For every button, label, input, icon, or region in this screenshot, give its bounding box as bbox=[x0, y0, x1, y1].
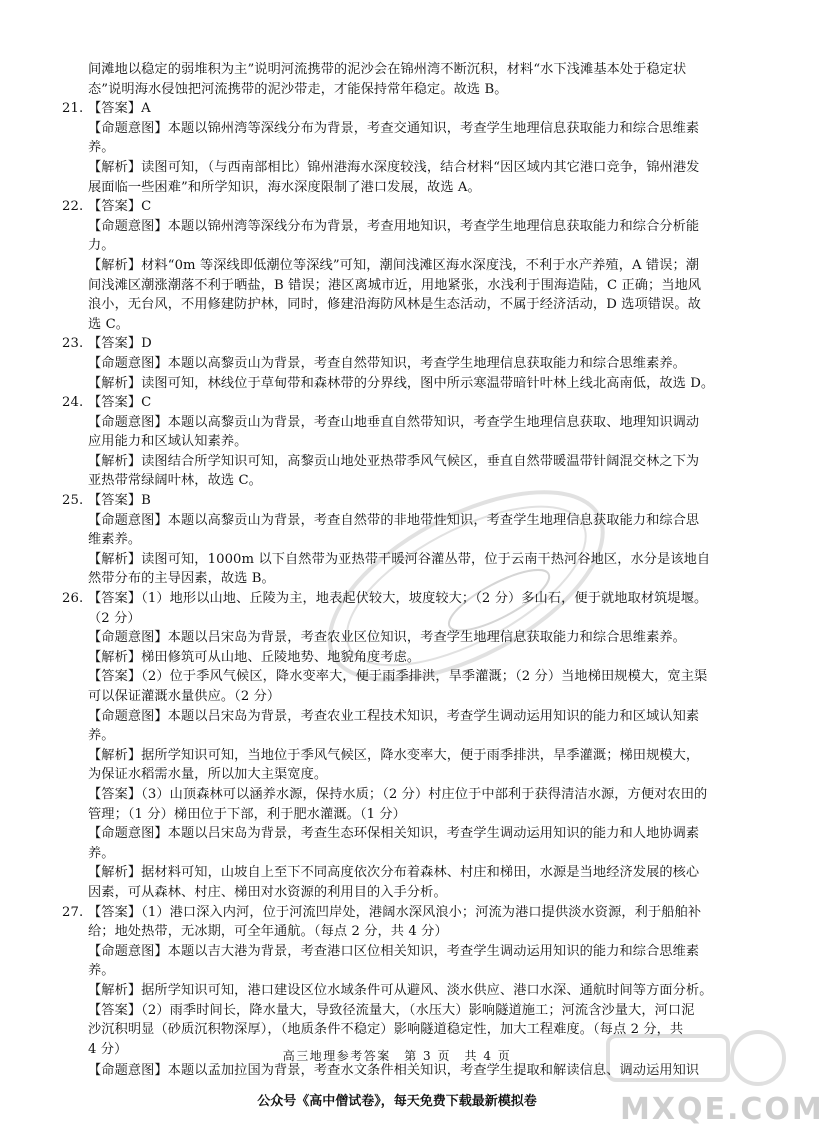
intent-line: 养。 bbox=[88, 963, 115, 979]
analysis-line: 亚热带常绿阔叶林，故选 C。 bbox=[88, 473, 262, 489]
intent-line: 养。 bbox=[88, 728, 115, 744]
question-25 bbox=[62, 491, 740, 589]
intent-line: 【命题意图】本题以吉大港为背景，考查港口区位相关知识，考查学生调动运用知识的能力和综合思维素 bbox=[88, 943, 700, 959]
analysis-line: 浪小，无台风，不用修建防护林，同时，修建沿海防风林是生态活动，不属于经济活动，D 选项错误。故 bbox=[88, 297, 701, 313]
intent-line: 应用能力和区域认知素养。 bbox=[88, 434, 248, 450]
answer-line: 给；地处热带，无冰期，可全年通航。（每点 2 分，共 4 分） bbox=[88, 924, 448, 940]
analysis-line: 【解析】读图结合所学知识可知，高黎贡山地处亚热带季风气候区，垂直自然带暖温带针阔混交林之下为 bbox=[88, 453, 700, 469]
intent-line: 【命题意图】本题以孟加拉国为背景，考查水文条件相关知识，考查学生提取和解读信息、调动运用知识 bbox=[88, 1063, 700, 1079]
question-26 bbox=[62, 589, 740, 903]
answer-line: 【答案】A bbox=[88, 101, 151, 117]
analysis-line: 为保证水稻需水量，所以加大主渠宽度。 bbox=[88, 767, 328, 783]
analysis-line: 间浅滩区潮涨潮落不利于晒盐，B 错误；港区离城市近，用地紧张，水浅利于围海造陆，C 正确；当地风 bbox=[88, 277, 702, 293]
analysis-line: 【解析】梯田修筑可从山地、丘陵地势、地貌角度考虑。 bbox=[88, 649, 421, 665]
analysis-line: 【解析】材料“0m 等深线即低潮位等深线”可知，潮间浅滩区海水深度浅，不利于水产养殖，A 错误；潮 bbox=[88, 257, 700, 273]
question-number: 21. bbox=[62, 101, 84, 117]
answer-line: 4 分） bbox=[88, 1041, 128, 1057]
intent-line: 养。 bbox=[88, 845, 115, 861]
question-23 bbox=[62, 334, 740, 393]
analysis-line: 然带分布的主导因素，故选 B。 bbox=[88, 571, 275, 587]
analysis-line: 【解析】读图可知，林线位于草甸带和森林带的分界线，图中所示寒温带暗针叶林上线北高南低，故选 D。 bbox=[88, 375, 715, 391]
answer-line: 【答案】B bbox=[88, 493, 151, 509]
intent-line: 【命题意图】本题以高黎贡山为背景，考查自然带知识，考查学生地理信息获取能力和综合思维素养。 bbox=[88, 355, 686, 371]
intent-line: 【命题意图】本题以吕宋岛为背景，考查农业区位知识，考查学生地理信息获取能力和综合思维素养。 bbox=[88, 630, 686, 646]
analysis-line: 【解析】据所学知识可知，当地位于季风气候区，降水变率大，便于雨季排洪，旱季灌溉；梯田规模大， bbox=[88, 747, 700, 763]
answer-line: 【答案】（3）山顶森林可以涵养水源，保持水质；（2 分）村庄位于中部利于获得清洁水源，方便对农田的 bbox=[88, 786, 708, 802]
question-number: 25. bbox=[62, 493, 84, 509]
answer-line: 【答案】（1）地形以山地、丘陵为主，地表起伏较大，坡度较大；（2 分）多山石，便于就地取材筑堤堰。 bbox=[88, 591, 708, 607]
intent-line: 养。 bbox=[88, 140, 115, 156]
answer-line: 【答案】（2）位于季风气候区，降水变率大，便于雨季排洪，旱季灌溉；（2 分）当地梯田规模大，宽主渠 bbox=[88, 669, 708, 685]
question-number: 26. bbox=[62, 591, 84, 607]
intent-line: 【命题意图】本题以高黎贡山为背景，考查山地垂直自然带知识，考查学生地理信息获取、地理知识调动 bbox=[88, 414, 700, 430]
analysis-line: 【解析】据材料可知，山坡自上至下不同高度依次分布着森林、村庄和梯田，水源是当地经济发展的核心 bbox=[88, 865, 700, 881]
answer-line: 【答案】C bbox=[88, 395, 152, 411]
text-line: 间滩地以稳定的弱堆积为主”说明河流携带的泥沙会在锦州湾不断沉积，材料“水下浅滩基本处于稳定状 bbox=[88, 62, 687, 77]
question-number: 27. bbox=[62, 904, 84, 920]
answer-line: 【答案】（2）雨季时间长，降水量大，导致径流量大，（水压大）影响隧道施工；河流含沙量大，河口泥 bbox=[88, 1002, 695, 1018]
answer-line: 【答案】（1）港口深入内河，位于河流凹岸处，港阔水深风浪小；河流为港口提供淡水资源，利于船舶补 bbox=[88, 904, 702, 920]
question-22 bbox=[62, 197, 740, 334]
intent-line: 维素养。 bbox=[88, 532, 142, 548]
analysis-line: 展面临一些困难”和所学知识，海水深度限制了港口发展，故选 A。 bbox=[88, 179, 481, 195]
intent-line: 力。 bbox=[88, 238, 115, 254]
intent-line: 【命题意图】本题以吕宋岛为背景，考查生态环保相关知识，考查学生调动运用知识的能力和人地协调素 bbox=[88, 826, 700, 842]
bottom-note: 公众号《高中僧试卷》，每天免费下载最新模拟卷 bbox=[257, 1094, 537, 1109]
answer-line: 沙沉积明显（砂质沉积物深厚），（地质条件不稳定）影响隧道稳定性，加大工程难度。（每点 2 分，共 bbox=[88, 1022, 684, 1038]
page-footer: 高三地理参考答案 第 3 页 共 4 页 bbox=[282, 1049, 512, 1063]
answer-line: 【答案】D bbox=[88, 336, 152, 352]
intent-line: 【命题意图】本题以锦州湾等深线分布为背景，考查交通知识，考查学生地理信息获取能力和综合思维素 bbox=[88, 120, 700, 136]
question-24 bbox=[62, 393, 740, 491]
question-21 bbox=[62, 99, 740, 197]
answer-content bbox=[62, 60, 740, 1081]
answer-line: 可以保证灌溉水量供应。（2 分） bbox=[88, 689, 281, 704]
question-number: 22. bbox=[62, 199, 84, 215]
analysis-line: 【解析】据所学知识可知，港口建设区位水域条件可从避风、淡水供应、港口水深、通航时间等方面分析。 bbox=[88, 982, 713, 998]
analysis-line: 选 C。 bbox=[88, 316, 130, 332]
intent-line: 【命题意图】本题以吕宋岛为背景，考查农业工程技术知识，考查学生调动运用知识的能力和区域认知素 bbox=[88, 708, 700, 724]
text-line: 态”说明海水侵蚀把河流携带的泥沙带走，才能保持常年稳定。故选 B。 bbox=[88, 81, 508, 97]
answer-line: 管理；（1 分）梯田位于下部，利于肥水灌溉。（1 分） bbox=[88, 806, 406, 822]
intent-line: 【命题意图】本题以高黎贡山为背景，考查自然带的非地带性知识，考查学生地理信息获取能力和综合思 bbox=[88, 512, 700, 528]
logo-text: MXQE.COM bbox=[620, 1092, 824, 1127]
analysis-line: 【解析】读图可知，1000m 以下自然带为亚热带干暖河谷灌丛带，位于云南干热河谷地区，水分是该地自 bbox=[88, 551, 711, 567]
question-number: 24. bbox=[62, 395, 84, 411]
answer-line: （2 分） bbox=[88, 610, 141, 626]
question-number: 23. bbox=[62, 336, 84, 352]
intent-line: 【命题意图】本题以锦州湾等深线分布为背景，考查用地知识，考查学生地理信息获取能力和综合分析能 bbox=[88, 218, 700, 234]
analysis-line: 因素，可从森林、村庄、梯田对水资源的利用目的入手分析。 bbox=[88, 884, 447, 900]
analysis-line: 【解析】读图可知，（与西南部相比）锦州港海水深度较浅，结合材料“因区域内其它港口竞争，锦州港发 bbox=[88, 159, 700, 175]
answer-line: 【答案】C bbox=[88, 199, 152, 215]
